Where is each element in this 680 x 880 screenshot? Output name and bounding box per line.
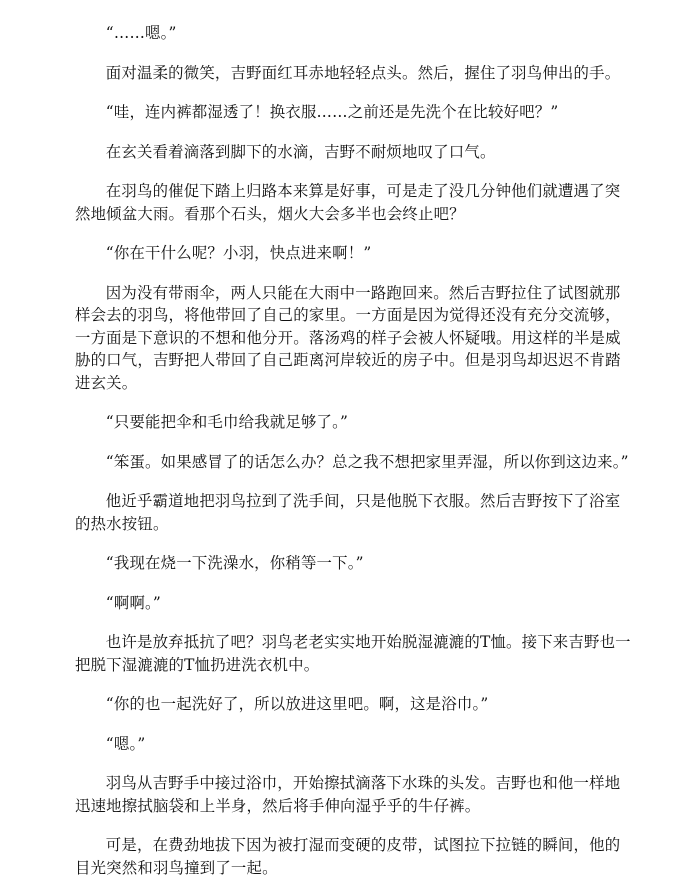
paragraph: “啊啊。” xyxy=(105,593,162,612)
paragraph: 因为没有带雨伞，两人只能在大雨中一路跑回来。然后吉野拉住了试图就那样会去的羽鸟，将他带回了自己的家里。一方面是因为觉得还没有充分交流够，一方面是下意识的不想和他分开。落汤鸡的样子会被人怀疑哦。用这样的半是威胁的口气，吉野把人带回了自己距离河岸较近的房子中。但是羽鸟却迟迟不肯踏进玄关。 xyxy=(75,283,621,392)
paragraph: “笨蛋。如果感冒了的话怎么办？总之我不想把家里弄湿，所以你到这边来。” xyxy=(105,452,629,471)
paragraph: 也许是放弃抵抗了吧？羽鸟老老实实地开始脱湿漉漉的T恤。接下来吉野也一把脱下湿漉漉的T恤扔进洗衣机中。 xyxy=(75,633,631,674)
paragraph: “我现在烧一下洗澡水，你稍等一下。” xyxy=(105,554,364,572)
paragraph: “你在干什么呢？小羽，快点进来啊！” xyxy=(105,244,372,262)
paragraph: “你的也一起洗好了，所以放进这里吧。啊，这是浴巾。” xyxy=(105,695,489,713)
paragraph: 在羽鸟的催促下踏上归路本来算是好事，可是走了没几分钟他们就遭遇了突然地倾盆大雨。看那个石头，烟火大会多半也会终止吧？ xyxy=(75,182,621,223)
paragraph: 在玄关看着滴落到脚下的水滴，吉野不耐烦地叹了口气。 xyxy=(105,142,496,161)
paragraph: “……嗯。” xyxy=(105,24,177,42)
paragraph: 可是，在费劲地拔下因为被打湿而变硬的皮带，试图拉下拉链的瞬间，他的目光突然和羽鸟撞到了一起。 xyxy=(75,836,621,877)
paragraph: “嗯。” xyxy=(105,734,146,753)
paragraph: 羽鸟从吉野手中接过浴巾，开始擦拭滴落下水珠的头发。吉野也和他一样地迅速地擦拭脑袋和上半身，然后将手伸向湿乎乎的牛仔裤。 xyxy=(75,774,621,815)
paragraph: “只要能把伞和毛巾给我就足够了。” xyxy=(105,413,349,431)
paragraph: “哇，连内裤都湿透了！换衣服……之前还是先洗个在比较好吧？” xyxy=(105,103,559,121)
paragraph: 面对温柔的微笑，吉野面红耳赤地轻轻点头。然后，握住了羽鸟伸出的手。 xyxy=(105,63,621,82)
paragraph: 他近乎霸道地把羽鸟拉到了洗手间，只是他脱下衣服。然后吉野按下了浴室的热水按钮。 xyxy=(75,492,621,533)
